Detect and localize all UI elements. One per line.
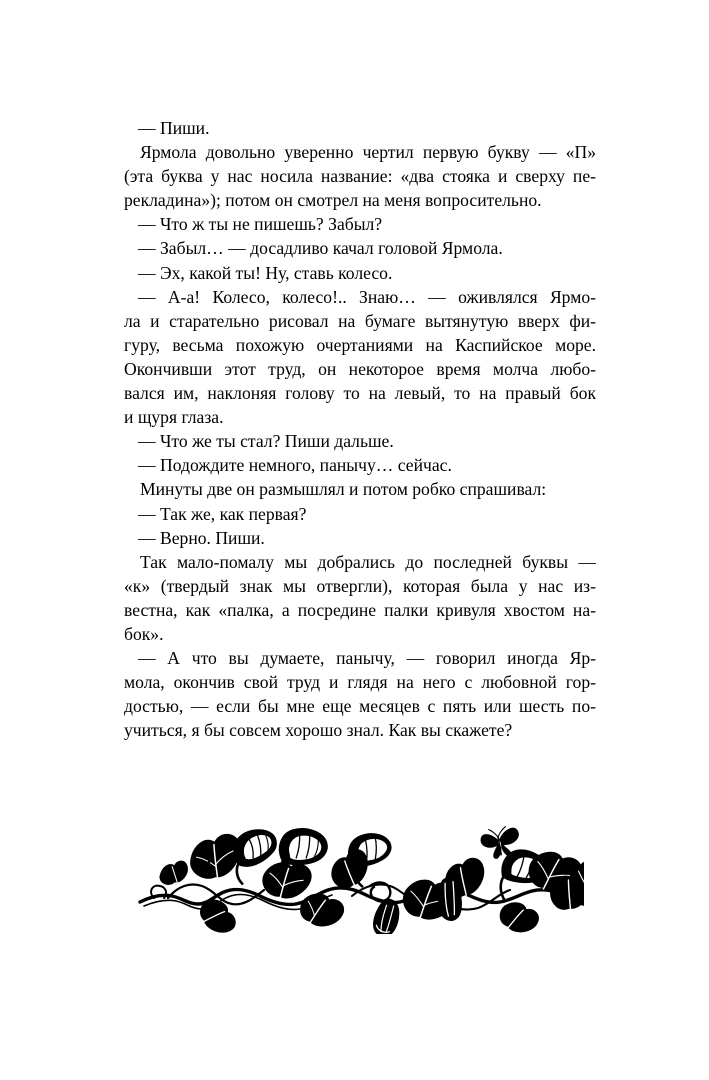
paragraph-dialogue <box>124 236 596 260</box>
text-line: вался им, наклоняя голову то на левый, то на правый бок <box>124 383 596 404</box>
text-line: учиться, я бы совсем хорошо знал. Как вы скажете? <box>124 720 513 741</box>
text-line: — А-а! Колесо, колесо!.. Знаю… — оживлялся Ярмо- <box>138 286 596 307</box>
text-line: Минуты две он размышлял и потом робко спрашивал: <box>140 479 547 500</box>
text-line: достью, — если бы мне еще месяцев с пять или шесть по- <box>124 696 596 717</box>
paragraph-dialogue <box>124 116 596 140</box>
text-line: — Так же, как первая? <box>138 503 307 524</box>
text-line: гуру, весьма похожую очертаниями на Каспийское море. <box>124 334 596 355</box>
text-line: — А что вы думаете, панычу, — говорил иногда Яр- <box>138 648 596 669</box>
page-text-body <box>124 116 596 742</box>
text-line: мола, окончив свой труд и глядя на него с любовной гор- <box>124 672 596 693</box>
text-line: — Верно. Пиши. <box>138 527 265 548</box>
paragraph-dialogue <box>124 453 596 477</box>
text-line: — Пиши. <box>138 118 210 138</box>
text-line: — Эх, какой ты! Ну, ставь колесо. <box>138 262 393 283</box>
text-line: вестна, как «палка, а посредине палки кривуля хвостом на- <box>124 599 596 620</box>
text-line: бок». <box>124 623 164 644</box>
paragraph-narrative <box>124 140 596 212</box>
paragraph-narrative <box>124 550 596 646</box>
text-line: — Что ж ты не пишешь? Забыл? <box>138 214 383 235</box>
floral-vine-ornament <box>138 824 584 934</box>
paragraph-dialogue <box>124 526 596 550</box>
text-line: Так мало-помалу мы добрались до последней буквы — <box>140 551 596 572</box>
paragraph-dialogue <box>124 502 596 526</box>
text-line: Ярмола довольно уверенно чертил первую букву — «П» <box>140 142 596 163</box>
text-line: «к» (твердый знак мы отвергли), которая была у нас из- <box>124 575 596 596</box>
floral-vine-icon <box>138 824 584 934</box>
text-line: — Что же ты стал? Пиши дальше. <box>138 431 394 452</box>
text-line: ла и старательно рисовал на бумаге вытянутую вверх фи- <box>124 310 596 331</box>
paragraph-dialogue <box>124 285 596 430</box>
paragraph-dialogue <box>124 646 596 742</box>
paragraph-dialogue <box>124 212 596 236</box>
text-line: и щуря глаза. <box>124 407 224 428</box>
text-line: Окончивши этот труд, он некоторое время молча любо- <box>124 358 596 379</box>
text-line: рекладина»); потом он смотрел на меня вопросительно. <box>124 190 542 211</box>
text-line: — Забыл… — досадливо качал головой Ярмола. <box>138 238 503 259</box>
text-line: — Подождите немного, панычу… сейчас. <box>138 455 452 476</box>
text-line: (эта буква у нас носила название: «два стояка и сверху пе- <box>124 166 596 187</box>
paragraph-dialogue <box>124 261 596 285</box>
paragraph-dialogue <box>124 429 596 453</box>
paragraph-narrative <box>124 477 596 501</box>
